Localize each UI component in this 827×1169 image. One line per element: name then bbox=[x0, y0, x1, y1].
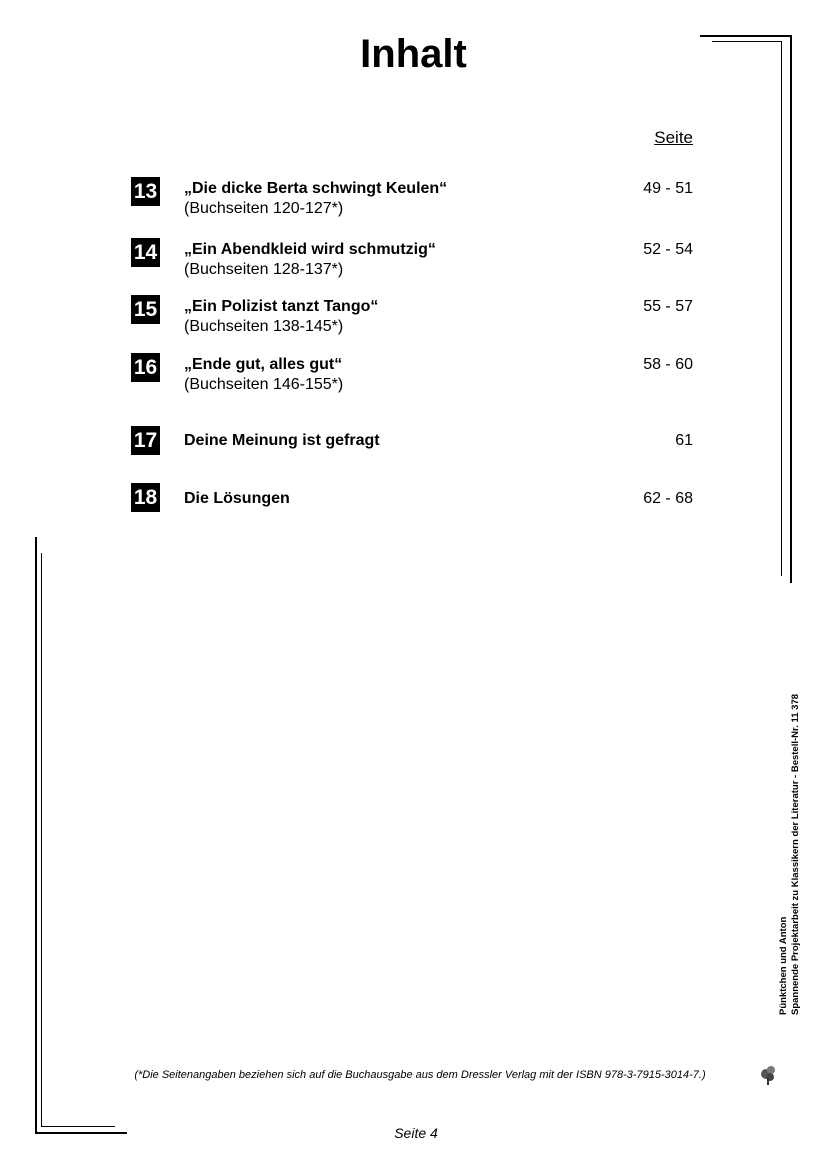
toc-entry bbox=[131, 426, 693, 466]
frame-bottom-left-v1 bbox=[35, 537, 37, 1134]
frame-top-right-v1 bbox=[790, 35, 792, 583]
chapter-book-pages: (Buchseiten 138-145*) bbox=[184, 318, 344, 335]
footnote: (*Die Seitenangaben beziehen sich auf die Buchausgabe aus dem Dressler Verlag mit der ISBN 978-3-7915-3014-7.) bbox=[134, 1069, 706, 1081]
page-title: Inhalt bbox=[360, 32, 467, 76]
chapter-title: „Die dicke Berta schwingt Keulen“ bbox=[184, 180, 448, 197]
page-number: Seite 4 bbox=[394, 1125, 438, 1141]
toc-entry bbox=[131, 295, 693, 335]
chapter-page-range: 52 - 54 bbox=[643, 241, 693, 258]
chapter-book-pages: (Buchseiten 120-127*) bbox=[184, 200, 344, 217]
toc-entry bbox=[131, 238, 693, 278]
chapter-page-range: 49 - 51 bbox=[643, 180, 693, 197]
chapter-title: Die Lösungen bbox=[184, 490, 290, 507]
chapter-page-range: 62 - 68 bbox=[643, 490, 693, 507]
toc-entry bbox=[131, 483, 693, 523]
chapter-book-pages: (Buchseiten 146-155*) bbox=[184, 376, 344, 393]
chapter-number-badge: 16 bbox=[131, 353, 160, 382]
toc-entry bbox=[131, 177, 693, 217]
side-book-title: Pünktchen und Anton bbox=[778, 916, 789, 1015]
chapter-number-badge: 15 bbox=[131, 295, 160, 324]
chapter-title: „Ein Polizist tanzt Tango“ bbox=[184, 298, 379, 315]
chapter-title: Deine Meinung ist gefragt bbox=[184, 432, 380, 449]
chapter-book-pages: (Buchseiten 128-137*) bbox=[184, 261, 344, 278]
side-publisher-text bbox=[778, 694, 802, 1015]
chapter-page-range: 58 - 60 bbox=[643, 356, 693, 373]
chapter-title: „Ende gut, alles gut“ bbox=[184, 356, 343, 373]
frame-top-right-v2 bbox=[781, 41, 782, 576]
side-series-order: Spannende Projektarbeit zu Klassikern der Literatur - Bestell-Nr. 11 378 bbox=[790, 693, 801, 1015]
chapter-number-badge: 18 bbox=[131, 483, 160, 512]
chapter-number-badge: 13 bbox=[131, 177, 160, 206]
chapter-page-range: 61 bbox=[675, 432, 693, 449]
seite-column-header: Seite bbox=[654, 128, 693, 147]
toc-entry bbox=[131, 353, 693, 393]
chapter-title: „Ein Abendkleid wird schmutzig“ bbox=[184, 241, 436, 258]
chapter-number-badge: 17 bbox=[131, 426, 160, 455]
chapter-page-range: 55 - 57 bbox=[643, 298, 693, 315]
frame-bottom-left-v2 bbox=[41, 553, 42, 1126]
chapter-number-badge: 14 bbox=[131, 238, 160, 267]
